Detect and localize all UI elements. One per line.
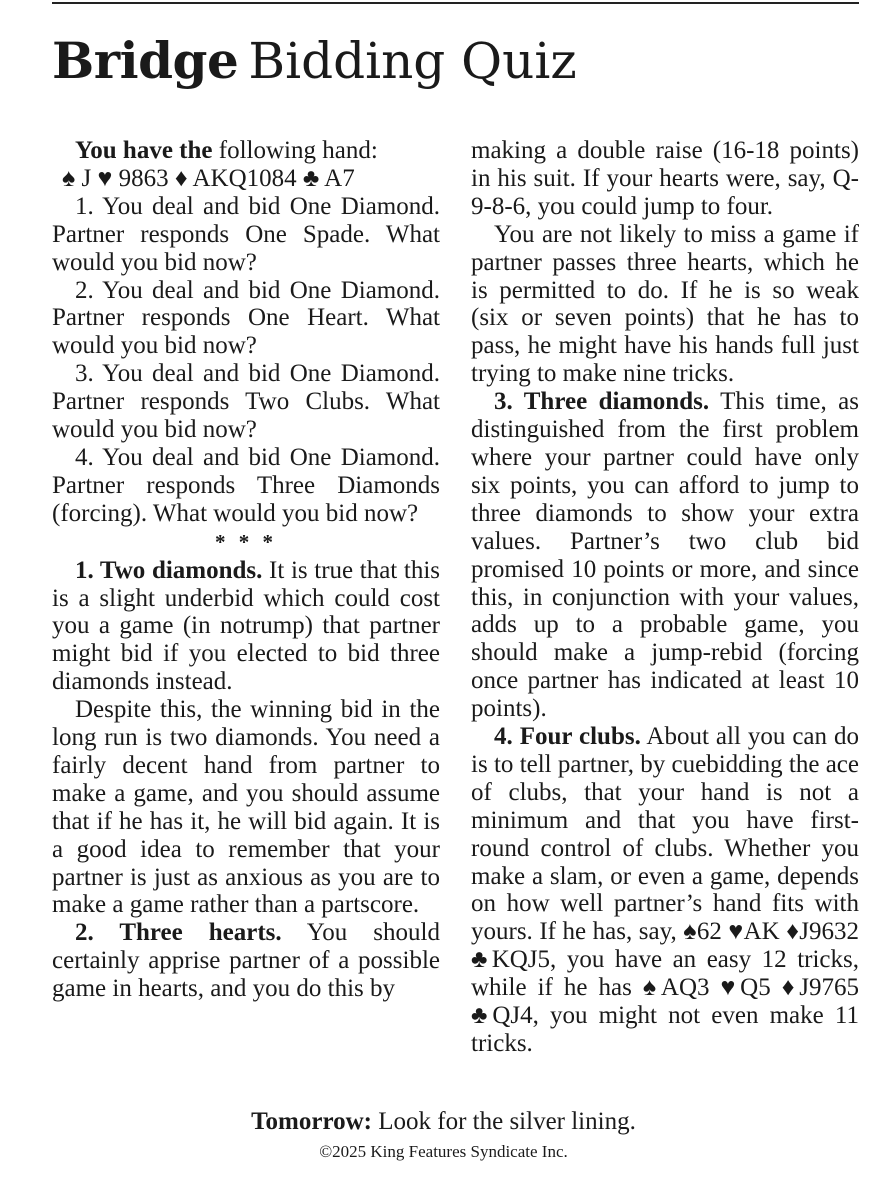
answer-2-continued: making a double raise (16-18 points) in his suit. If your hearts were, say, Q-9-8-6, you could jump to four. xyxy=(471,137,859,220)
answer-2-lead: 2. Three hearts. xyxy=(75,919,282,947)
right-column xyxy=(471,137,859,1058)
intro-paragraph xyxy=(52,137,440,165)
answer-2-paragraph-2: You are not likely to miss a game if partner passes three hearts, which he is permitted to do. If he is so weak (six or seven points) that he has to pass, he might have his hands full just trying to make nine tricks. xyxy=(471,220,859,388)
answer-3 xyxy=(471,388,859,723)
page-title xyxy=(52,30,577,92)
answer-4-body: About all you can do is to tell partner, by cuebidding the ace of clubs, that your hand is not a minimum and that you have first-round control of clubs. Whether you make a slam, or even a game, depends on how well partner’s hand fits with yours. If he has, say, ♠62 ♥AK ♦J9632 ♣KQJ5, you have an easy 12 tricks, while if he has ♠AQ3 ♥Q5 ♦J9765 ♣QJ4, you might not even make 11 tricks. xyxy=(471,723,859,1057)
intro-lead: You have the xyxy=(75,137,213,164)
tomorrow-line xyxy=(0,1106,887,1138)
answer-4-lead: 4. Four clubs. xyxy=(494,723,641,751)
question-4: 4. You deal and bid One Diamond. Partner responds Three Diamonds (forcing). What would you bid now? xyxy=(52,443,440,527)
top-rule xyxy=(52,2,859,4)
question-2: 2. You deal and bid One Diamond. Partner responds One Heart. What would you bid now? xyxy=(52,276,440,360)
separator xyxy=(52,528,440,557)
title-bold: Bridge xyxy=(52,31,239,90)
question-3: 3. You deal and bid One Diamond. Partner responds Two Clubs. What would you bid now? xyxy=(52,360,440,444)
answer-3-lead: 3. Three diamonds. xyxy=(494,388,710,416)
copyright: ©2025 King Features Syndicate Inc. xyxy=(319,1142,568,1161)
separator-stars: * * * xyxy=(215,529,277,554)
tomorrow-lead: Tomorrow: xyxy=(251,1108,372,1135)
answer-1-paragraph-2: Despite this, the winning bid in the long run is two diamonds. You need a fairly decent hand from partner to make a game, and you should assume that if he has it, he will bid again. It is a good idea to remember that your partner is just as anxious as you are to make a game rather than a partscore. xyxy=(52,696,440,919)
answer-2 xyxy=(52,919,440,1003)
question-1: 1. You deal and bid One Diamond. Partner responds One Spade. What would you bid now? xyxy=(52,192,440,276)
left-column xyxy=(52,137,440,1003)
answer-1 xyxy=(52,557,440,697)
hand-line: ♠ J ♥ 9863 ♦ AKQ1084 ♣ A7 xyxy=(62,164,355,192)
answer-2-body: You should certainly apprise partner of a possible game in hearts, and you do this by xyxy=(52,919,440,1003)
tomorrow-text: Look for the silver lining. xyxy=(371,1108,636,1135)
answer-1-body: It is true that this is a slight underbid which could cost you a game (in notrump) that partner might bid if you elected to bid three diamonds instead. xyxy=(52,556,440,696)
answer-1-lead: 1. Two diamonds. xyxy=(75,556,263,584)
intro-rest: following hand: xyxy=(212,137,378,164)
answer-3-body: This time, as distinguished from the first problem where your partner could have only six points, you can afford to jump to three diamonds to show your extra values. Partner’s two club bid promised 10 points or more, and since this, in conjunction with your values, adds up to a probable game, you should make a jump-rebid (forcing once partner has indicated at least 10 points). xyxy=(471,388,859,723)
title-regular: Bidding Quiz xyxy=(248,32,577,90)
answer-4 xyxy=(471,723,859,1058)
